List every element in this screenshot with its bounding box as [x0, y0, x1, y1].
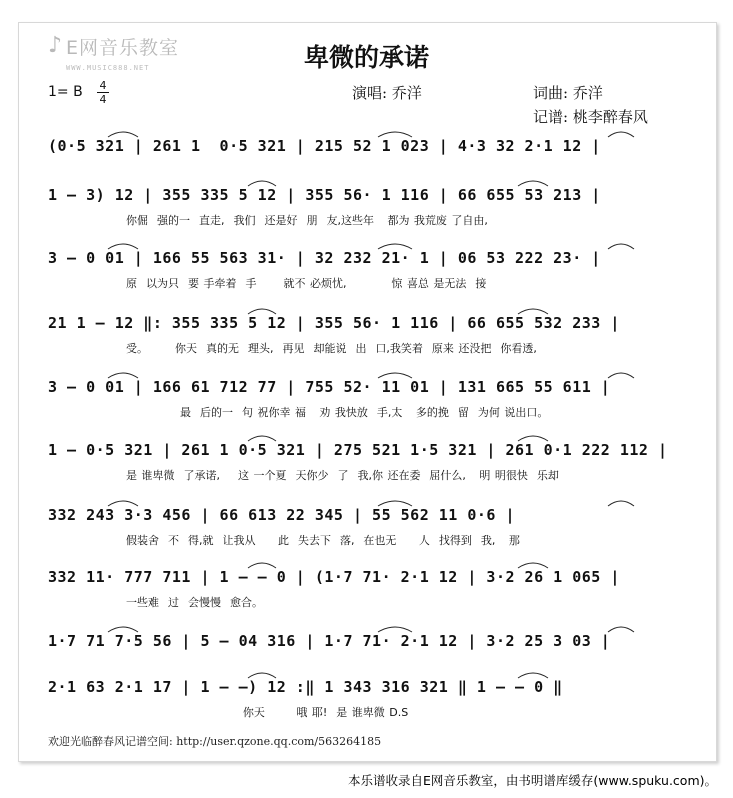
logo-url: WWW.MUSIC888.NET: [66, 64, 150, 72]
notation-line: 3 – 0 01 | 166 61 712 77 | 755 52· 11 01 | 131 665 55 611 |: [48, 378, 611, 396]
lyrics-line: 你天 哦 耶! 是 谁卑微 D.S: [126, 706, 409, 719]
slur-arc: [608, 501, 634, 506]
composer-credit: 词曲: 乔洋: [533, 84, 603, 102]
slur-arc: [608, 244, 634, 249]
meter-top: 4: [99, 79, 107, 92]
key-signature: 1= B: [48, 84, 83, 100]
notation-line: 1 – 0·5 321 | 261 1 0·5 321 | 275 521 1·5 321 | 261 0·1 222 112 |: [48, 441, 668, 459]
blog-link[interactable]: 欢迎光临醉春风记谱空间: http://user.qzone.qq.com/563264185: [48, 735, 382, 748]
slur-arc: [608, 627, 634, 632]
slur-arc: [608, 373, 634, 378]
music-note-icon: ♪: [47, 33, 63, 58]
notation-line: 1·7 71 7·5 56 | 5 – 04 316 | 1·7 71· 2·1 12 | 3·2 25 3 03 |: [48, 632, 611, 650]
logo-text: E网音乐教室: [66, 37, 180, 59]
lyrics-line: 假装舍 不 得,就 让我从 此 失去下 落, 在也无 人 找得到 我, 那: [126, 534, 520, 547]
notation-line: 2·1 63 2·1 17 | 1 – –) 12 :‖ 1 343 316 321 ‖ 1 – – 0 ‖: [48, 678, 563, 696]
lyrics-line: 受。 你天 真的无 理头, 再见 却能说 出 口,我笑着 原来 还没把 你看透,: [126, 342, 537, 355]
notation-line: (0·5 321 | 261 1 0·5 321 | 215 52 1 023 | 4·3 32 2·1 12 |: [48, 137, 601, 155]
notation-line: 332 11· 777 711 | 1 – – 0 | (1·7 71· 2·1 12 | 3·2 26 1 065 |: [48, 568, 620, 586]
lyrics-line: 最 后的一 句 祝你幸 福 劝 我快放 手,太 多的挽 留 为何 说出口。: [126, 406, 549, 419]
lyrics-line: 是 谁卑微 了承诺, 这 一个夏 天你少 了 我,你 还在委 屈什么, 明 明很快 乐却: [126, 469, 559, 482]
time-signature: [97, 80, 109, 105]
notation-line: 332 243 3·3 456 | 66 613 22 345 | 55 562 11 0·6 |: [48, 506, 516, 524]
notation-line: 3 – 0 01 | 166 55 563 31· | 32 232 21· 1 | 06 53 222 23· |: [48, 249, 601, 267]
slur-arc: [608, 132, 634, 137]
song-title: 卑微的承诺: [303, 43, 429, 72]
meter-bottom: 4: [99, 93, 107, 106]
source-note: 本乐谱收录自E网音乐教室，由书明谱库缓存(www.spuku.com)。: [348, 773, 717, 788]
notator-credit: 记谱: 桃李醉春风: [533, 108, 648, 126]
singer-credit: 演唱: 乔洋: [352, 84, 422, 102]
notation-line: 21 1 – 12 ‖: 355 335 5 12 | 355 56· 1 116 | 66 655 532 233 |: [48, 314, 620, 332]
lyrics-line: 一些难 过 会慢慢 愈合。: [126, 596, 263, 609]
lyrics-line: 原 以为只 要 手牵着 手 就不 必烦忧, 惊 喜总 是无法 接: [126, 277, 487, 290]
lyrics-line: 你倔 强的一 直走, 我们 还是好 朋 友,这些年 都为 我荒废 了自由,: [126, 214, 488, 227]
notation-line: 1 – 3) 12 | 355 335 5 12 | 355 56· 1 116 | 66 655 53 213 |: [48, 186, 601, 204]
